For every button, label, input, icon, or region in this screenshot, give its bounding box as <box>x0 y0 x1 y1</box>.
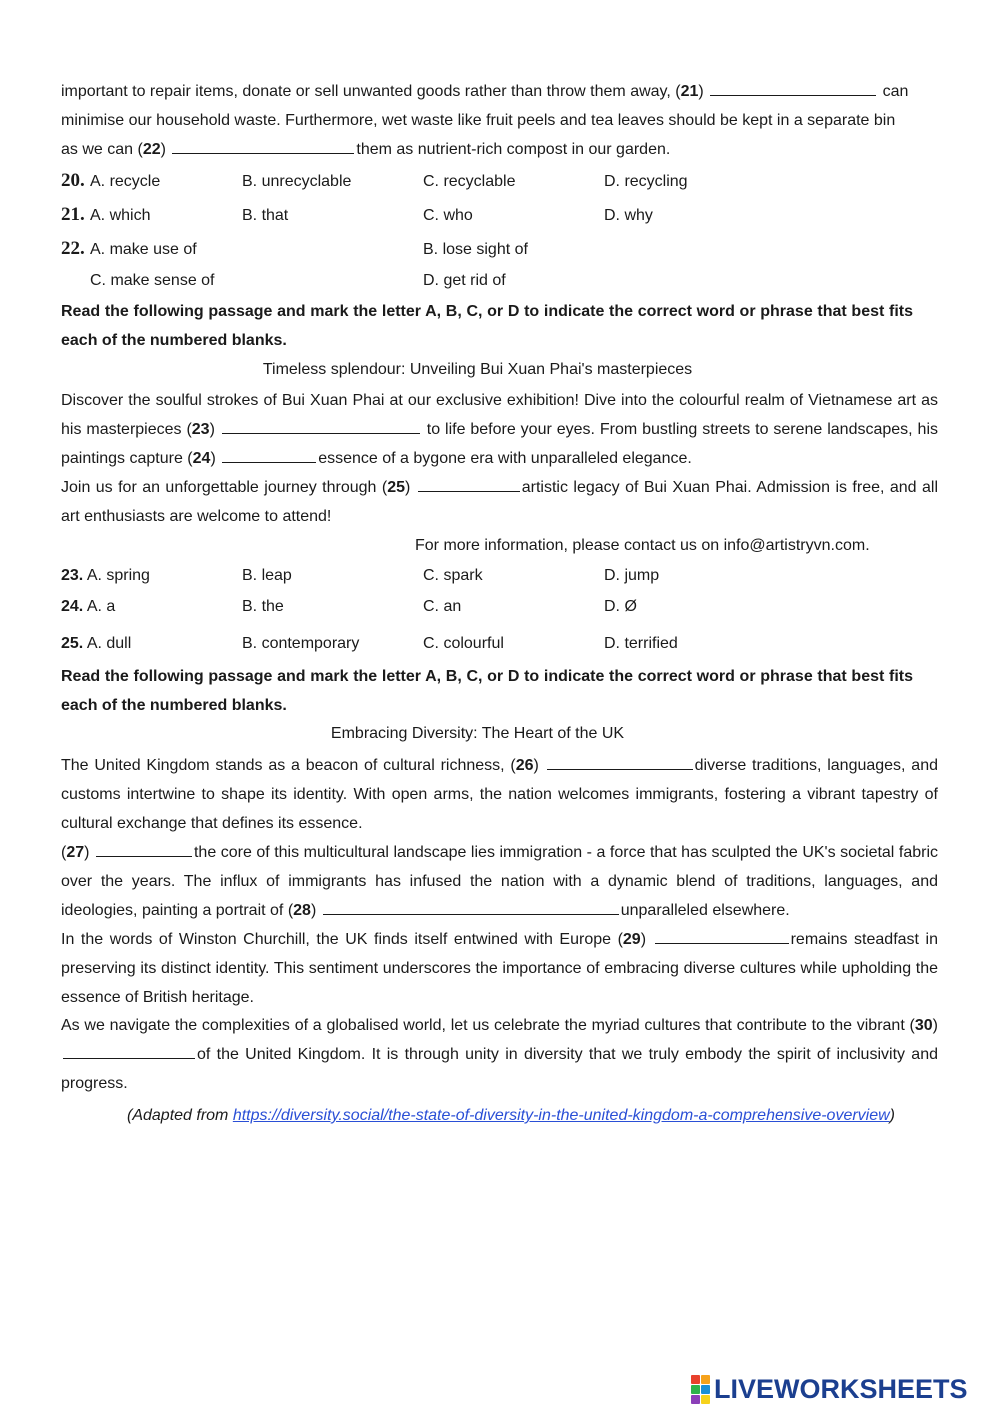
q24-option-d[interactable]: D. Ø <box>604 598 637 615</box>
q22-option-c[interactable]: C. make sense of <box>90 272 215 289</box>
blank-number-24: 24 <box>192 450 211 467</box>
q20-option-b[interactable]: B. unrecyclable <box>242 173 352 190</box>
blank-number-30: 30 <box>914 1017 933 1034</box>
q21-option-a[interactable]: A. which <box>90 207 151 224</box>
question-24-number: 24. <box>61 598 84 615</box>
question-22-number: 22. <box>61 238 85 259</box>
blank-number-29: 29 <box>622 931 641 948</box>
blank-23[interactable] <box>222 418 420 434</box>
blank-25[interactable] <box>418 476 520 492</box>
q24-option-a[interactable]: 24. A. a <box>61 598 116 615</box>
passage-2-title: Timeless splendour: Unveiling Bui Xuan Phai's masterpieces <box>262 361 693 378</box>
q20-option-c[interactable]: C. recyclable <box>423 173 516 190</box>
liveworksheets-logo <box>691 1373 968 1405</box>
question-21-number: 21. <box>61 204 85 225</box>
passage-continuation <box>61 77 938 164</box>
passage-3-para-1: The United Kingdom stands as a beacon of cultural richness, (26) diverse traditions, languages, and customs intertwine to shape its identity. With open arms, the nation welcomes immigrants, fostering a vibrant tapestry of cultural exchange that defines its essence. <box>61 751 938 838</box>
text: ) <box>160 141 171 158</box>
text: minimise our household waste. Furthermore, wet waste like fruit peels and tea leaves should be kept in a separate bin <box>61 112 896 129</box>
q21-option-c[interactable]: C. who <box>423 207 473 224</box>
question-20-number: 20. <box>61 170 85 191</box>
blank-30[interactable] <box>63 1043 195 1059</box>
blank-number-22: 22 <box>142 141 161 158</box>
q25-option-b[interactable]: B. contemporary <box>242 635 360 652</box>
passage-3-para-4: As we navigate the complexities of a globalised world, let us celebrate the myriad cultures that contribute to the vibrant (30) of the United Kingdom. It is through unity in diversity that we truly embody the spirit of inclusivity and progress. <box>61 1017 938 1092</box>
q24-option-b[interactable]: B. the <box>242 598 284 615</box>
q23-option-c[interactable]: C. spark <box>423 567 483 584</box>
blank-26[interactable] <box>547 754 693 770</box>
text: them as nutrient-rich compost in our garden. <box>356 141 671 158</box>
contact-info: For more information, please contact us on info@artistryvn.com. <box>415 537 870 554</box>
q24-option-c[interactable]: C. an <box>423 598 462 615</box>
q25-option-d[interactable]: D. terrified <box>604 635 678 652</box>
question-23-number: 23. <box>61 567 84 584</box>
blank-number-25: 25 <box>387 479 405 496</box>
passage-3-title: Embracing Diversity: The Heart of the UK <box>330 725 625 742</box>
text: as we can ( <box>61 141 143 158</box>
source-credit: (Adapted from https://diversity.social/the-state-of-diversity-in-the-united-kingdom-a-comprehensive-overview) <box>127 1107 895 1124</box>
q22-option-a[interactable]: A. make use of <box>90 241 197 258</box>
blank-number-28: 28 <box>293 902 311 919</box>
text: important to repair items, donate or sell unwanted goods rather than throw them away, ( <box>61 83 681 100</box>
passage-3-para-3: In the words of Winston Churchill, the UK finds itself entwined with Europe (29) remains steadfast in preserving its distinct identity. This sentiment underscores the importance of embracing diverse cultures while upholding the essence of British heritage. <box>61 925 938 1012</box>
q23-option-a[interactable]: 23. A. spring <box>61 567 150 584</box>
blank-number-26: 26 <box>515 757 534 774</box>
source-link[interactable]: https://diversity.social/the-state-of-diversity-in-the-united-kingdom-a-comprehensive-overview <box>232 1107 890 1124</box>
question-25-number: 25. <box>61 635 84 652</box>
q22-option-b[interactable]: B. lose sight of <box>423 241 528 258</box>
blank-number-27: 27 <box>66 844 85 861</box>
q22-option-d[interactable]: D. get rid of <box>423 272 506 289</box>
passage-2-body: Discover the soulful strokes of Bui Xuan Phai at our exclusive exhibition! Dive into the colourful realm of Vietnamese art as his masterpieces (23) to life before your eyes. From bustling streets to serene landscapes, his paintings capture (24) essence of a bygone era with unparalleled elegance. <box>61 392 938 467</box>
q21-option-b[interactable]: B. that <box>242 207 289 224</box>
passage-3-para-2: (27) the core of this multicultural landscape lies immigration - a force that has sculpted the UK's societal fabric over the years. The influx of immigrants has infused the nation with a dynamic blend of traditions, languages, and ideologies, painting a portrait of (28) unparalleled elsewhere. <box>61 838 938 925</box>
q25-option-a[interactable]: 25. A. dull <box>61 635 132 652</box>
logo-mark-icon <box>691 1375 710 1404</box>
passage-2-body-2: Join us for an unforgettable journey through (25) artistic legacy of Bui Xuan Phai. Admission is free, and all art enthusiasts are welcome to attend! <box>61 473 938 531</box>
q21-option-d[interactable]: D. why <box>604 207 653 224</box>
instruction-2: Read the following passage and mark the letter A, B, C, or D to indicate the correct word or phrase that best fits each of the numbered blanks. <box>61 668 913 714</box>
q23-option-d[interactable]: D. jump <box>604 567 660 584</box>
blank-22[interactable] <box>172 138 354 154</box>
q23-option-b[interactable]: B. leap <box>242 567 292 584</box>
q20-option-a[interactable]: A. recycle <box>90 173 161 190</box>
text: ) <box>698 83 709 100</box>
blank-number-23: 23 <box>191 421 210 438</box>
blank-29[interactable] <box>655 928 789 944</box>
logo-text: LIVEWORKSHEETS <box>714 1374 968 1404</box>
blank-number-21: 21 <box>680 83 699 100</box>
q20-option-d[interactable]: D. recycling <box>604 173 688 190</box>
blank-28[interactable] <box>323 899 619 915</box>
instruction-1: Read the following passage and mark the letter A, B, C, or D to indicate the correct word or phrase that best fits each of the numbered blanks. <box>61 303 913 349</box>
blank-27[interactable] <box>96 841 192 857</box>
blank-24[interactable] <box>222 447 316 463</box>
text: can <box>878 83 909 100</box>
blank-21[interactable] <box>710 80 876 96</box>
q25-option-c[interactable]: C. colourful <box>423 635 504 652</box>
